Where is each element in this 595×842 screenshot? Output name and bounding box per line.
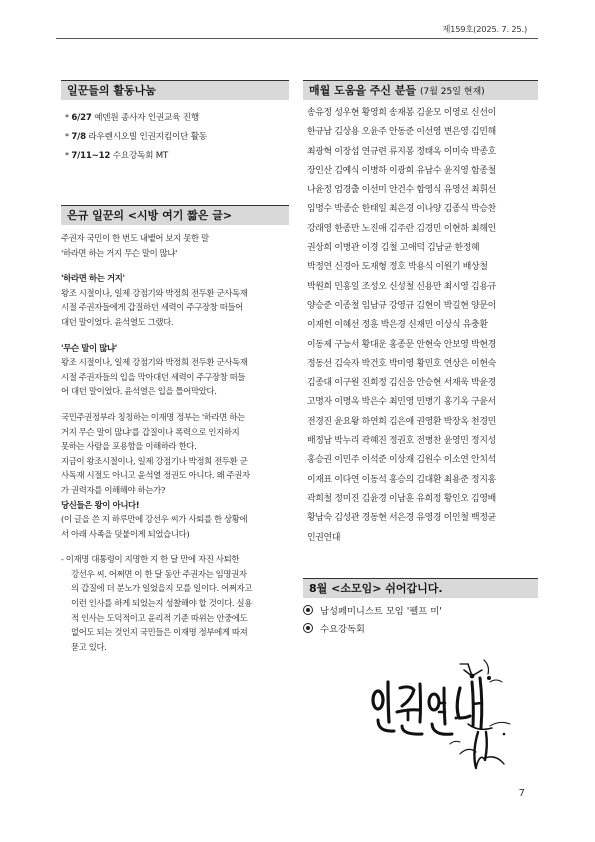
activity-bullet: * [65,151,69,160]
donor-line: 송유정 성우현 황영희 송재봉 김윤모 이영로 신선이 [307,108,496,118]
donors-subtitle: (7월 25일 현재) [419,87,485,97]
donor-line: 박정연 신경아 도재형 정호 박용식 이원기 배상철 [307,262,488,273]
meetings-title: 8월 <소모임> 쉬어갑니다. [309,581,443,595]
activities-title: 일꾼들의 활동나눔 [67,84,156,97]
donor-line: 고명자 이명옥 박은수 최민영 민병기 홍기옥 구윤서 [307,397,496,408]
essay-line: 지금이 왕조시절이나, 일제 강점기나 박정희 전두환 군 [61,455,248,466]
donor-line: 한규남 김상용 오윤주 안동준 이선영 변은영 김민해 [307,127,496,138]
left-column [61,80,289,654]
essay-line: 가 권력자를 이해해야 하는가? [61,484,165,495]
donor-line: 임명수 박종순 한태일 최은경 이나양 김종식 박승찬 [307,204,496,215]
activities-header [61,80,289,100]
activity-text: 예덴원 종사자 인권교육 진행 [94,113,200,123]
donor-list [307,104,538,548]
essay-line: 거지 무슨 말이 많냐'를 갑질이나 폭력으로 인지하지 [61,426,240,437]
essay-spacer [61,399,289,410]
activity-item [61,127,289,146]
donor-line: 이재표 이다연 이동석 홍승의 김대환 최용준 정지홍 [307,474,496,485]
essay-line: 서 아래 사족을 덧붙이게 되었습니다) [61,528,190,539]
meetings-list [303,603,538,639]
header-divider [56,38,538,39]
essay-spacer [61,541,289,552]
essay-line: '하라면 하는 거지 무슨 말이 많냐' [61,247,178,258]
activity-date: 7/11~12 [71,151,111,161]
activity-date: 7/8 [71,132,86,142]
activity-item [61,146,289,165]
essay-line: '무슨 말이 많냐' [61,342,118,353]
activity-text: 수요강독회 MT [112,151,169,161]
donor-line: 곽희철 정미진 김윤경 이남훈 유희정 황인오 김영배 [307,493,496,504]
activity-bullet: * [65,113,69,122]
donor-line: 권상희 이병관 이경 김철 고애덕 김남균 한정혜 [307,243,480,254]
essay-spacer [61,260,289,271]
meeting-label: 남성페미니스트 모임 '펠프 미' [320,605,442,617]
meeting-item [303,621,538,639]
essay-line: 대던 말이었다. 윤석열도 그랬다. [61,316,174,327]
essay-line: 사독재 시절도 아니고 윤석열 정권도 아니다. 왜 주권자 [61,470,250,481]
donor-line: 정동선 김숙자 박건호 박미영 황민호 연상은 이현숙 [307,358,496,369]
donor-line: 김종대 이구원 진희정 김신응 안승현 서재욱 박윤경 [307,378,496,389]
essay-line: 주권자 국민이 한 번도 내뱉어 보지 못한 말 [61,233,209,243]
activities-list [61,108,289,165]
essay-line: 묻고 있다. [71,641,107,652]
essay-header [61,205,289,225]
donor-line: 양승준 이종철 임남규 강영규 김현이 박길현 양문이 [307,300,496,311]
calligraphy-logo [364,648,514,772]
donor-line: 황남숙 김성관 경동현 서은경 유영경 이인철 백정균 [307,513,496,524]
donor-line: 배정남 박누리 곽혜진 정권호 전병찬 윤영민 정지성 [307,436,496,447]
donor-line: 장인산 김예식 이병하 이광희 유남수 윤지영 함종철 [307,165,496,176]
donor-line: 나윤정 엄경출 이선미 안건수 함영식 유영선 최휘선 [307,185,496,196]
essay-line: 왕조 시절이나, 일제 강점기와 박정희 전두환 군사독재 [61,287,248,298]
essay-line: 없어도 되는 것인지 국민들은 이재명 정부에게 따져 [71,627,248,638]
donor-line: 홍승권 이민주 이석준 이상재 김원수 이소연 안치석 [307,455,496,466]
essay-line: '하라면 하는 거지' [61,273,125,284]
donor-line: 전경진 윤요왕 하연희 김은애 권영환 박장옥 천경민 [307,416,496,427]
essay-line: 시절 주권자들의 입을 막아대던 세력이 주구장창 떠들 [61,371,246,382]
essay-line: 강선우 씨. 어쩌면 이 한 달 동안 주권자는 임명권자 [71,568,247,579]
activity-bullet: * [65,132,69,141]
activity-date: 6/27 [71,113,92,123]
donors-header [303,80,538,100]
radio-bullet-icon [303,623,313,633]
essay-line: 왕조 시절이나, 일제 강점기와 박정희 전두환 군사독재 [61,357,248,368]
issue-number: 제159호(2025. 7. 25.) [442,24,527,34]
meeting-item [303,603,538,621]
radio-bullet-icon [303,605,313,615]
donor-line: 박원희 민홍일 조성오 신성철 신용만 최시영 김용규 [307,281,496,292]
activity-item [61,108,289,127]
essay-body [61,231,289,654]
essay-spacer [61,330,289,341]
essay-line: (이 글을 쓴 지 하루만에 강선우 씨가 사퇴를 한 상황에 [61,514,248,525]
essay-line: 적 인사는 도덕적이고 윤리적 기준 따위는 안중에도 [71,612,248,623]
right-column [303,80,538,639]
donors-title: 매월 도움을 주신 분들 [309,84,417,97]
essay-line: - 이재명 대통령이 지명한 지 한 달 만에 자진 사퇴한 [61,554,240,565]
essay-line: 못하는 사람을 포용함을 이해하라 한다. [61,441,197,452]
essay-line: 시절 주권자들에게 갑질하던 세력이 주구장창 떠들어 [61,302,243,313]
activity-text: 라우렌시오빌 인권지킴이단 활동 [88,132,207,142]
essay-line: 국민주권정부라 칭칭하는 이재명 정부는 '하라면 하는 [61,411,245,422]
essay-title: 은규 일꾼의 <시방 여기 짧은 글> [67,209,233,222]
donor-line: 강래영 한종만 노진애 김주란 김경민 이현하 최해인 [307,223,496,234]
essay-line: 이런 인사를 하게 되었는지 성찰해야 할 것이다. 실용 [71,598,253,609]
donor-line: 이재헌 이혜선 정훈 박은경 신재민 이상식 유충환 [307,320,488,331]
donor-line: 인권연대 [307,532,341,543]
meeting-label: 수요강독회 [320,623,365,635]
meetings-header [303,578,538,598]
donor-line: 이동제 구능서 황대운 홍종문 안현숙 안보영 박현경 [307,339,496,350]
essay-line: 어 대던 말이었다. 윤석열은 입을 틀어막았다. [61,386,217,397]
essay-line: 당신들은 왕이 아니다! [61,499,140,510]
donor-line: 최광혁 이장섭 연규련 류지봉 정태옥 이미숙 박종호 [307,146,496,157]
essay-line: 의 갑질에 더 분노가 일었을지 모를 일이다. 어쩌자고 [71,583,253,594]
page-number: 7 [518,788,525,799]
